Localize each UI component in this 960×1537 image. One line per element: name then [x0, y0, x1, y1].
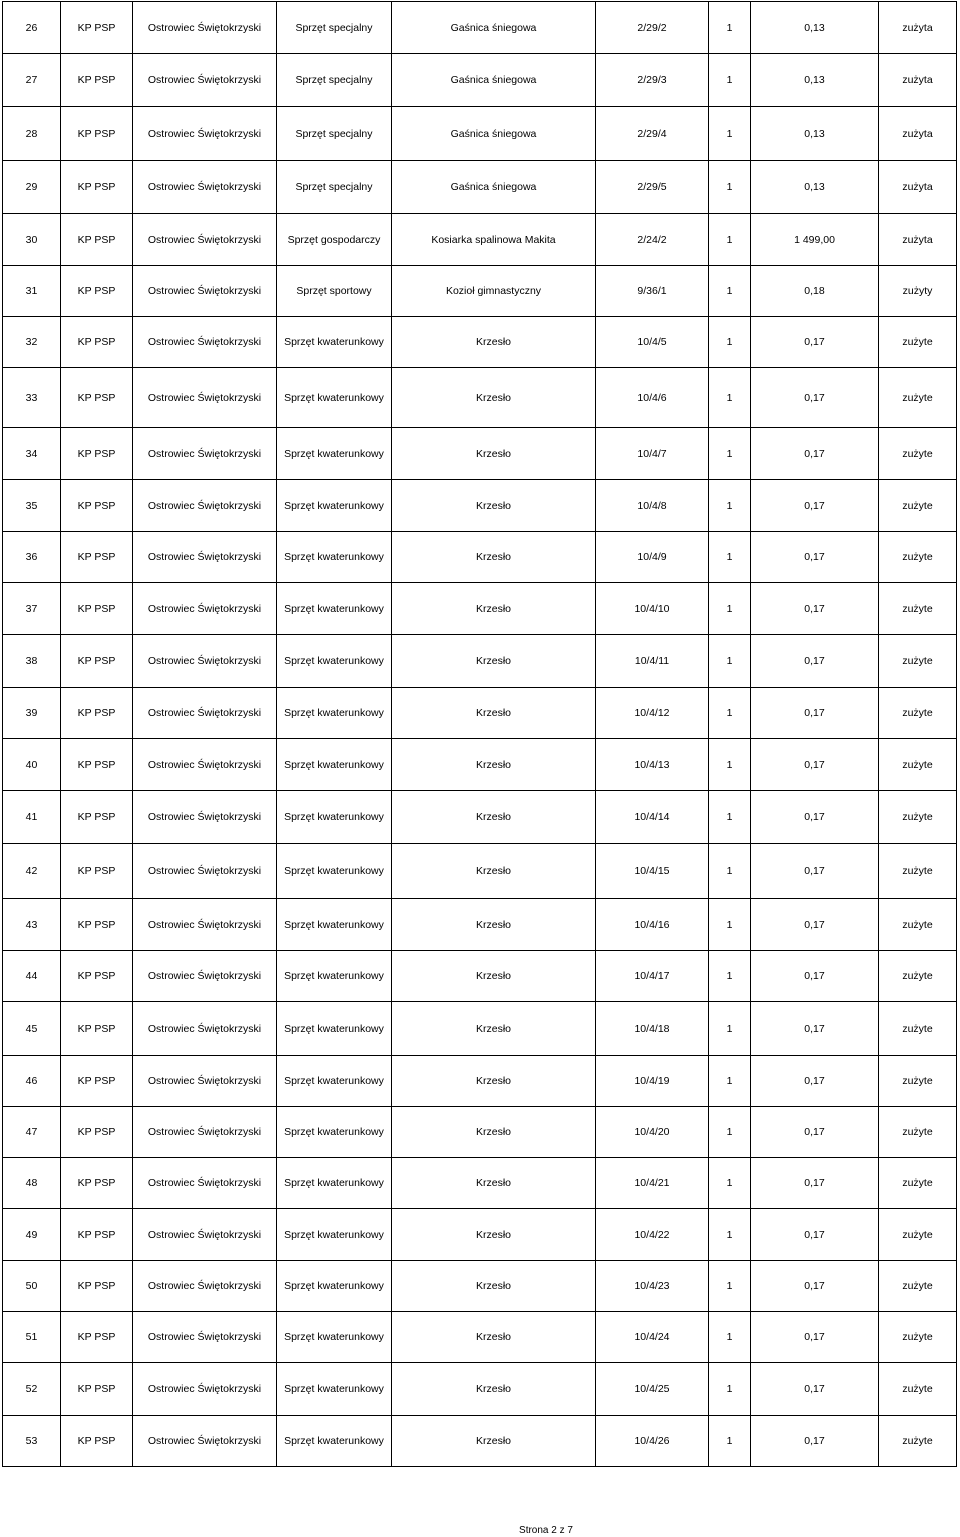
location-cell: Ostrowiec Świętokrzyski	[133, 1158, 277, 1209]
row-number: 52	[3, 1363, 61, 1416]
row-number: 47	[3, 1107, 61, 1158]
unit-cell: KP PSP	[61, 214, 133, 266]
location-cell: Ostrowiec Świętokrzyski	[133, 1312, 277, 1363]
quantity-cell: 1	[709, 214, 751, 266]
quantity-cell: 1	[709, 532, 751, 583]
category-cell: Sprzęt kwaterunkowy	[277, 791, 392, 844]
category-cell: Sprzęt kwaterunkowy	[277, 899, 392, 951]
row-number: 38	[3, 635, 61, 688]
row-number: 32	[3, 317, 61, 368]
location-cell: Ostrowiec Świętokrzyski	[133, 791, 277, 844]
quantity-cell: 1	[709, 1416, 751, 1467]
category-cell: Sprzęt specjalny	[277, 2, 392, 54]
condition-cell: zużyty	[879, 266, 957, 317]
inventory-number-cell: 10/4/15	[596, 844, 709, 899]
unit-cell: KP PSP	[61, 844, 133, 899]
condition-cell: zużyta	[879, 54, 957, 107]
condition-cell: zużyta	[879, 161, 957, 214]
category-cell: Sprzęt kwaterunkowy	[277, 635, 392, 688]
table-row	[3, 1002, 957, 1056]
quantity-cell: 1	[709, 1209, 751, 1261]
row-number: 36	[3, 532, 61, 583]
inventory-number-cell: 10/4/25	[596, 1363, 709, 1416]
category-cell: Sprzęt kwaterunkowy	[277, 317, 392, 368]
row-number: 50	[3, 1261, 61, 1312]
inventory-number-cell: 10/4/21	[596, 1158, 709, 1209]
table-row	[3, 583, 957, 635]
inventory-number-cell: 10/4/12	[596, 688, 709, 739]
location-cell: Ostrowiec Świętokrzyski	[133, 317, 277, 368]
condition-cell: zużyte	[879, 791, 957, 844]
item-name-cell: Krzesło	[392, 428, 596, 480]
value-cell: 0,17	[751, 635, 879, 688]
category-cell: Sprzęt kwaterunkowy	[277, 428, 392, 480]
row-number: 34	[3, 428, 61, 480]
location-cell: Ostrowiec Świętokrzyski	[133, 1363, 277, 1416]
item-name-cell: Krzesło	[392, 480, 596, 532]
unit-cell: KP PSP	[61, 951, 133, 1002]
item-name-cell: Krzesło	[392, 739, 596, 791]
category-cell: Sprzęt kwaterunkowy	[277, 1261, 392, 1312]
table-row	[3, 2, 957, 54]
category-cell: Sprzęt sportowy	[277, 266, 392, 317]
quantity-cell: 1	[709, 2, 751, 54]
unit-cell: KP PSP	[61, 1056, 133, 1107]
category-cell: Sprzęt specjalny	[277, 161, 392, 214]
location-cell: Ostrowiec Świętokrzyski	[133, 428, 277, 480]
location-cell: Ostrowiec Świętokrzyski	[133, 1107, 277, 1158]
unit-cell: KP PSP	[61, 1416, 133, 1467]
category-cell: Sprzęt gospodarczy	[277, 214, 392, 266]
unit-cell: KP PSP	[61, 1261, 133, 1312]
table-body	[3, 2, 957, 1467]
category-cell: Sprzęt kwaterunkowy	[277, 1056, 392, 1107]
row-number: 37	[3, 583, 61, 635]
table-row	[3, 1056, 957, 1107]
condition-cell: zużyte	[879, 1261, 957, 1312]
inventory-number-cell: 10/4/18	[596, 1002, 709, 1056]
condition-cell: zużyte	[879, 1209, 957, 1261]
table-row	[3, 480, 957, 532]
category-cell: Sprzęt kwaterunkowy	[277, 1209, 392, 1261]
quantity-cell: 1	[709, 1363, 751, 1416]
quantity-cell: 1	[709, 951, 751, 1002]
table-row	[3, 1158, 957, 1209]
item-name-cell: Krzesło	[392, 317, 596, 368]
condition-cell: zużyte	[879, 1312, 957, 1363]
quantity-cell: 1	[709, 844, 751, 899]
item-name-cell: Gaśnica śniegowa	[392, 161, 596, 214]
unit-cell: KP PSP	[61, 1312, 133, 1363]
location-cell: Ostrowiec Świętokrzyski	[133, 844, 277, 899]
inventory-number-cell: 10/4/24	[596, 1312, 709, 1363]
value-cell: 0,17	[751, 1363, 879, 1416]
item-name-cell: Krzesło	[392, 1107, 596, 1158]
inventory-number-cell: 10/4/10	[596, 583, 709, 635]
quantity-cell: 1	[709, 739, 751, 791]
table-row	[3, 428, 957, 480]
row-number: 44	[3, 951, 61, 1002]
condition-cell: zużyte	[879, 1107, 957, 1158]
condition-cell: zużyte	[879, 844, 957, 899]
inventory-number-cell: 10/4/16	[596, 899, 709, 951]
location-cell: Ostrowiec Świętokrzyski	[133, 266, 277, 317]
quantity-cell: 1	[709, 1056, 751, 1107]
row-number: 30	[3, 214, 61, 266]
condition-cell: zużyte	[879, 899, 957, 951]
location-cell: Ostrowiec Świętokrzyski	[133, 583, 277, 635]
value-cell: 1 499,00	[751, 214, 879, 266]
item-name-cell: Krzesło	[392, 899, 596, 951]
location-cell: Ostrowiec Świętokrzyski	[133, 899, 277, 951]
inventory-number-cell: 10/4/23	[596, 1261, 709, 1312]
unit-cell: KP PSP	[61, 54, 133, 107]
unit-cell: KP PSP	[61, 368, 133, 428]
table-row	[3, 161, 957, 214]
value-cell: 0,17	[751, 844, 879, 899]
quantity-cell: 1	[709, 1312, 751, 1363]
inventory-number-cell: 10/4/6	[596, 368, 709, 428]
item-name-cell: Krzesło	[392, 844, 596, 899]
condition-cell: zużyte	[879, 480, 957, 532]
category-cell: Sprzęt kwaterunkowy	[277, 1158, 392, 1209]
category-cell: Sprzęt kwaterunkowy	[277, 1002, 392, 1056]
condition-cell: zużyte	[879, 532, 957, 583]
condition-cell: zużyte	[879, 317, 957, 368]
category-cell: Sprzęt specjalny	[277, 107, 392, 161]
item-name-cell: Krzesło	[392, 951, 596, 1002]
unit-cell: KP PSP	[61, 161, 133, 214]
condition-cell: zużyta	[879, 214, 957, 266]
item-name-cell: Gaśnica śniegowa	[392, 107, 596, 161]
table-row	[3, 1209, 957, 1261]
inventory-number-cell: 10/4/13	[596, 739, 709, 791]
category-cell: Sprzęt kwaterunkowy	[277, 1416, 392, 1467]
unit-cell: KP PSP	[61, 1363, 133, 1416]
quantity-cell: 1	[709, 107, 751, 161]
inventory-number-cell: 10/4/11	[596, 635, 709, 688]
table-row	[3, 532, 957, 583]
quantity-cell: 1	[709, 688, 751, 739]
location-cell: Ostrowiec Świętokrzyski	[133, 2, 277, 54]
quantity-cell: 1	[709, 583, 751, 635]
table-row	[3, 791, 957, 844]
unit-cell: KP PSP	[61, 480, 133, 532]
inventory-number-cell: 2/29/2	[596, 2, 709, 54]
table-row	[3, 739, 957, 791]
value-cell: 0,17	[751, 368, 879, 428]
category-cell: Sprzęt kwaterunkowy	[277, 951, 392, 1002]
row-number: 40	[3, 739, 61, 791]
quantity-cell: 1	[709, 635, 751, 688]
location-cell: Ostrowiec Świętokrzyski	[133, 480, 277, 532]
unit-cell: KP PSP	[61, 1002, 133, 1056]
location-cell: Ostrowiec Świętokrzyski	[133, 1261, 277, 1312]
condition-cell: zużyte	[879, 428, 957, 480]
item-name-cell: Krzesło	[392, 1209, 596, 1261]
location-cell: Ostrowiec Świętokrzyski	[133, 739, 277, 791]
inventory-number-cell: 2/24/2	[596, 214, 709, 266]
item-name-cell: Gaśnica śniegowa	[392, 54, 596, 107]
table-row	[3, 688, 957, 739]
table-row	[3, 266, 957, 317]
row-number: 28	[3, 107, 61, 161]
row-number: 45	[3, 1002, 61, 1056]
value-cell: 0,17	[751, 1107, 879, 1158]
row-number: 33	[3, 368, 61, 428]
table-row	[3, 1312, 957, 1363]
location-cell: Ostrowiec Świętokrzyski	[133, 688, 277, 739]
condition-cell: zużyta	[879, 107, 957, 161]
location-cell: Ostrowiec Świętokrzyski	[133, 1209, 277, 1261]
row-number: 42	[3, 844, 61, 899]
item-name-cell: Krzesło	[392, 688, 596, 739]
item-name-cell: Kozioł gimnastyczny	[392, 266, 596, 317]
item-name-cell: Krzesło	[392, 1158, 596, 1209]
value-cell: 0,17	[751, 428, 879, 480]
table-row	[3, 1261, 957, 1312]
item-name-cell: Krzesło	[392, 1312, 596, 1363]
condition-cell: zużyte	[879, 951, 957, 1002]
category-cell: Sprzęt kwaterunkowy	[277, 1312, 392, 1363]
condition-cell: zużyta	[879, 2, 957, 54]
quantity-cell: 1	[709, 899, 751, 951]
row-number: 35	[3, 480, 61, 532]
condition-cell: zużyte	[879, 1416, 957, 1467]
inventory-number-cell: 10/4/9	[596, 532, 709, 583]
inventory-number-cell: 10/4/14	[596, 791, 709, 844]
location-cell: Ostrowiec Świętokrzyski	[133, 54, 277, 107]
row-number: 27	[3, 54, 61, 107]
value-cell: 0,17	[751, 1312, 879, 1363]
table-row	[3, 1363, 957, 1416]
item-name-cell: Krzesło	[392, 1363, 596, 1416]
unit-cell: KP PSP	[61, 1158, 133, 1209]
category-cell: Sprzęt kwaterunkowy	[277, 1363, 392, 1416]
unit-cell: KP PSP	[61, 791, 133, 844]
value-cell: 0,13	[751, 161, 879, 214]
item-name-cell: Gaśnica śniegowa	[392, 2, 596, 54]
category-cell: Sprzęt kwaterunkowy	[277, 739, 392, 791]
quantity-cell: 1	[709, 266, 751, 317]
inventory-number-cell: 10/4/8	[596, 480, 709, 532]
inventory-number-cell: 10/4/22	[596, 1209, 709, 1261]
table-row	[3, 899, 957, 951]
condition-cell: zużyte	[879, 368, 957, 428]
table-row	[3, 635, 957, 688]
condition-cell: zużyte	[879, 1363, 957, 1416]
inventory-number-cell: 10/4/17	[596, 951, 709, 1002]
row-number: 43	[3, 899, 61, 951]
quantity-cell: 1	[709, 317, 751, 368]
location-cell: Ostrowiec Świętokrzyski	[133, 161, 277, 214]
item-name-cell: Krzesło	[392, 583, 596, 635]
page-number: Strona 2 z 7	[519, 1525, 573, 1536]
inventory-number-cell: 2/29/3	[596, 54, 709, 107]
table-row	[3, 54, 957, 107]
category-cell: Sprzęt kwaterunkowy	[277, 1107, 392, 1158]
value-cell: 0,13	[751, 107, 879, 161]
inventory-number-cell: 10/4/19	[596, 1056, 709, 1107]
table-row	[3, 951, 957, 1002]
row-number: 51	[3, 1312, 61, 1363]
category-cell: Sprzęt kwaterunkowy	[277, 480, 392, 532]
inventory-table	[2, 1, 957, 1467]
inventory-number-cell: 9/36/1	[596, 266, 709, 317]
item-name-cell: Krzesło	[392, 1261, 596, 1312]
unit-cell: KP PSP	[61, 532, 133, 583]
category-cell: Sprzęt kwaterunkowy	[277, 583, 392, 635]
inventory-number-cell: 10/4/20	[596, 1107, 709, 1158]
value-cell: 0,17	[751, 1209, 879, 1261]
quantity-cell: 1	[709, 54, 751, 107]
unit-cell: KP PSP	[61, 428, 133, 480]
item-name-cell: Krzesło	[392, 532, 596, 583]
value-cell: 0,17	[751, 1002, 879, 1056]
item-name-cell: Krzesło	[392, 1056, 596, 1107]
row-number: 31	[3, 266, 61, 317]
row-number: 39	[3, 688, 61, 739]
row-number: 41	[3, 791, 61, 844]
category-cell: Sprzęt kwaterunkowy	[277, 688, 392, 739]
quantity-cell: 1	[709, 1158, 751, 1209]
item-name-cell: Krzesło	[392, 1416, 596, 1467]
value-cell: 0,17	[751, 1158, 879, 1209]
value-cell: 0,17	[751, 1261, 879, 1312]
value-cell: 0,18	[751, 266, 879, 317]
condition-cell: zużyte	[879, 583, 957, 635]
condition-cell: zużyte	[879, 739, 957, 791]
category-cell: Sprzęt kwaterunkowy	[277, 368, 392, 428]
row-number: 49	[3, 1209, 61, 1261]
page-footer	[0, 1525, 960, 1536]
value-cell: 0,17	[751, 532, 879, 583]
unit-cell: KP PSP	[61, 583, 133, 635]
value-cell: 0,17	[751, 583, 879, 635]
value-cell: 0,13	[751, 2, 879, 54]
quantity-cell: 1	[709, 1002, 751, 1056]
value-cell: 0,13	[751, 54, 879, 107]
table-row	[3, 317, 957, 368]
row-number: 53	[3, 1416, 61, 1467]
quantity-cell: 1	[709, 428, 751, 480]
table-row	[3, 844, 957, 899]
category-cell: Sprzęt kwaterunkowy	[277, 532, 392, 583]
unit-cell: KP PSP	[61, 635, 133, 688]
unit-cell: KP PSP	[61, 688, 133, 739]
unit-cell: KP PSP	[61, 266, 133, 317]
unit-cell: KP PSP	[61, 1209, 133, 1261]
table-row	[3, 1107, 957, 1158]
quantity-cell: 1	[709, 791, 751, 844]
category-cell: Sprzęt kwaterunkowy	[277, 844, 392, 899]
table-row	[3, 214, 957, 266]
row-number: 26	[3, 2, 61, 54]
location-cell: Ostrowiec Świętokrzyski	[133, 107, 277, 161]
row-number: 48	[3, 1158, 61, 1209]
unit-cell: KP PSP	[61, 739, 133, 791]
condition-cell: zużyte	[879, 1002, 957, 1056]
value-cell: 0,17	[751, 951, 879, 1002]
unit-cell: KP PSP	[61, 317, 133, 368]
table-row	[3, 107, 957, 161]
quantity-cell: 1	[709, 480, 751, 532]
condition-cell: zużyte	[879, 1056, 957, 1107]
item-name-cell: Krzesło	[392, 368, 596, 428]
value-cell: 0,17	[751, 739, 879, 791]
value-cell: 0,17	[751, 1416, 879, 1467]
location-cell: Ostrowiec Świętokrzyski	[133, 951, 277, 1002]
location-cell: Ostrowiec Świętokrzyski	[133, 1002, 277, 1056]
location-cell: Ostrowiec Świętokrzyski	[133, 532, 277, 583]
item-name-cell: Krzesło	[392, 1002, 596, 1056]
condition-cell: zużyte	[879, 635, 957, 688]
inventory-number-cell: 2/29/5	[596, 161, 709, 214]
unit-cell: KP PSP	[61, 107, 133, 161]
item-name-cell: Kosiarka spalinowa Makita	[392, 214, 596, 266]
location-cell: Ostrowiec Świętokrzyski	[133, 635, 277, 688]
row-number: 46	[3, 1056, 61, 1107]
value-cell: 0,17	[751, 899, 879, 951]
table-row	[3, 1416, 957, 1467]
condition-cell: zużyte	[879, 1158, 957, 1209]
condition-cell: zużyte	[879, 688, 957, 739]
inventory-number-cell: 10/4/7	[596, 428, 709, 480]
unit-cell: KP PSP	[61, 1107, 133, 1158]
quantity-cell: 1	[709, 1107, 751, 1158]
value-cell: 0,17	[751, 791, 879, 844]
inventory-number-cell: 10/4/5	[596, 317, 709, 368]
location-cell: Ostrowiec Świętokrzyski	[133, 214, 277, 266]
value-cell: 0,17	[751, 688, 879, 739]
row-number: 29	[3, 161, 61, 214]
quantity-cell: 1	[709, 368, 751, 428]
location-cell: Ostrowiec Świętokrzyski	[133, 368, 277, 428]
location-cell: Ostrowiec Świętokrzyski	[133, 1056, 277, 1107]
location-cell: Ostrowiec Świętokrzyski	[133, 1416, 277, 1467]
value-cell: 0,17	[751, 1056, 879, 1107]
quantity-cell: 1	[709, 1261, 751, 1312]
table-row	[3, 368, 957, 428]
quantity-cell: 1	[709, 161, 751, 214]
unit-cell: KP PSP	[61, 2, 133, 54]
value-cell: 0,17	[751, 317, 879, 368]
value-cell: 0,17	[751, 480, 879, 532]
unit-cell: KP PSP	[61, 899, 133, 951]
item-name-cell: Krzesło	[392, 635, 596, 688]
item-name-cell: Krzesło	[392, 791, 596, 844]
inventory-number-cell: 2/29/4	[596, 107, 709, 161]
inventory-number-cell: 10/4/26	[596, 1416, 709, 1467]
category-cell: Sprzęt specjalny	[277, 54, 392, 107]
